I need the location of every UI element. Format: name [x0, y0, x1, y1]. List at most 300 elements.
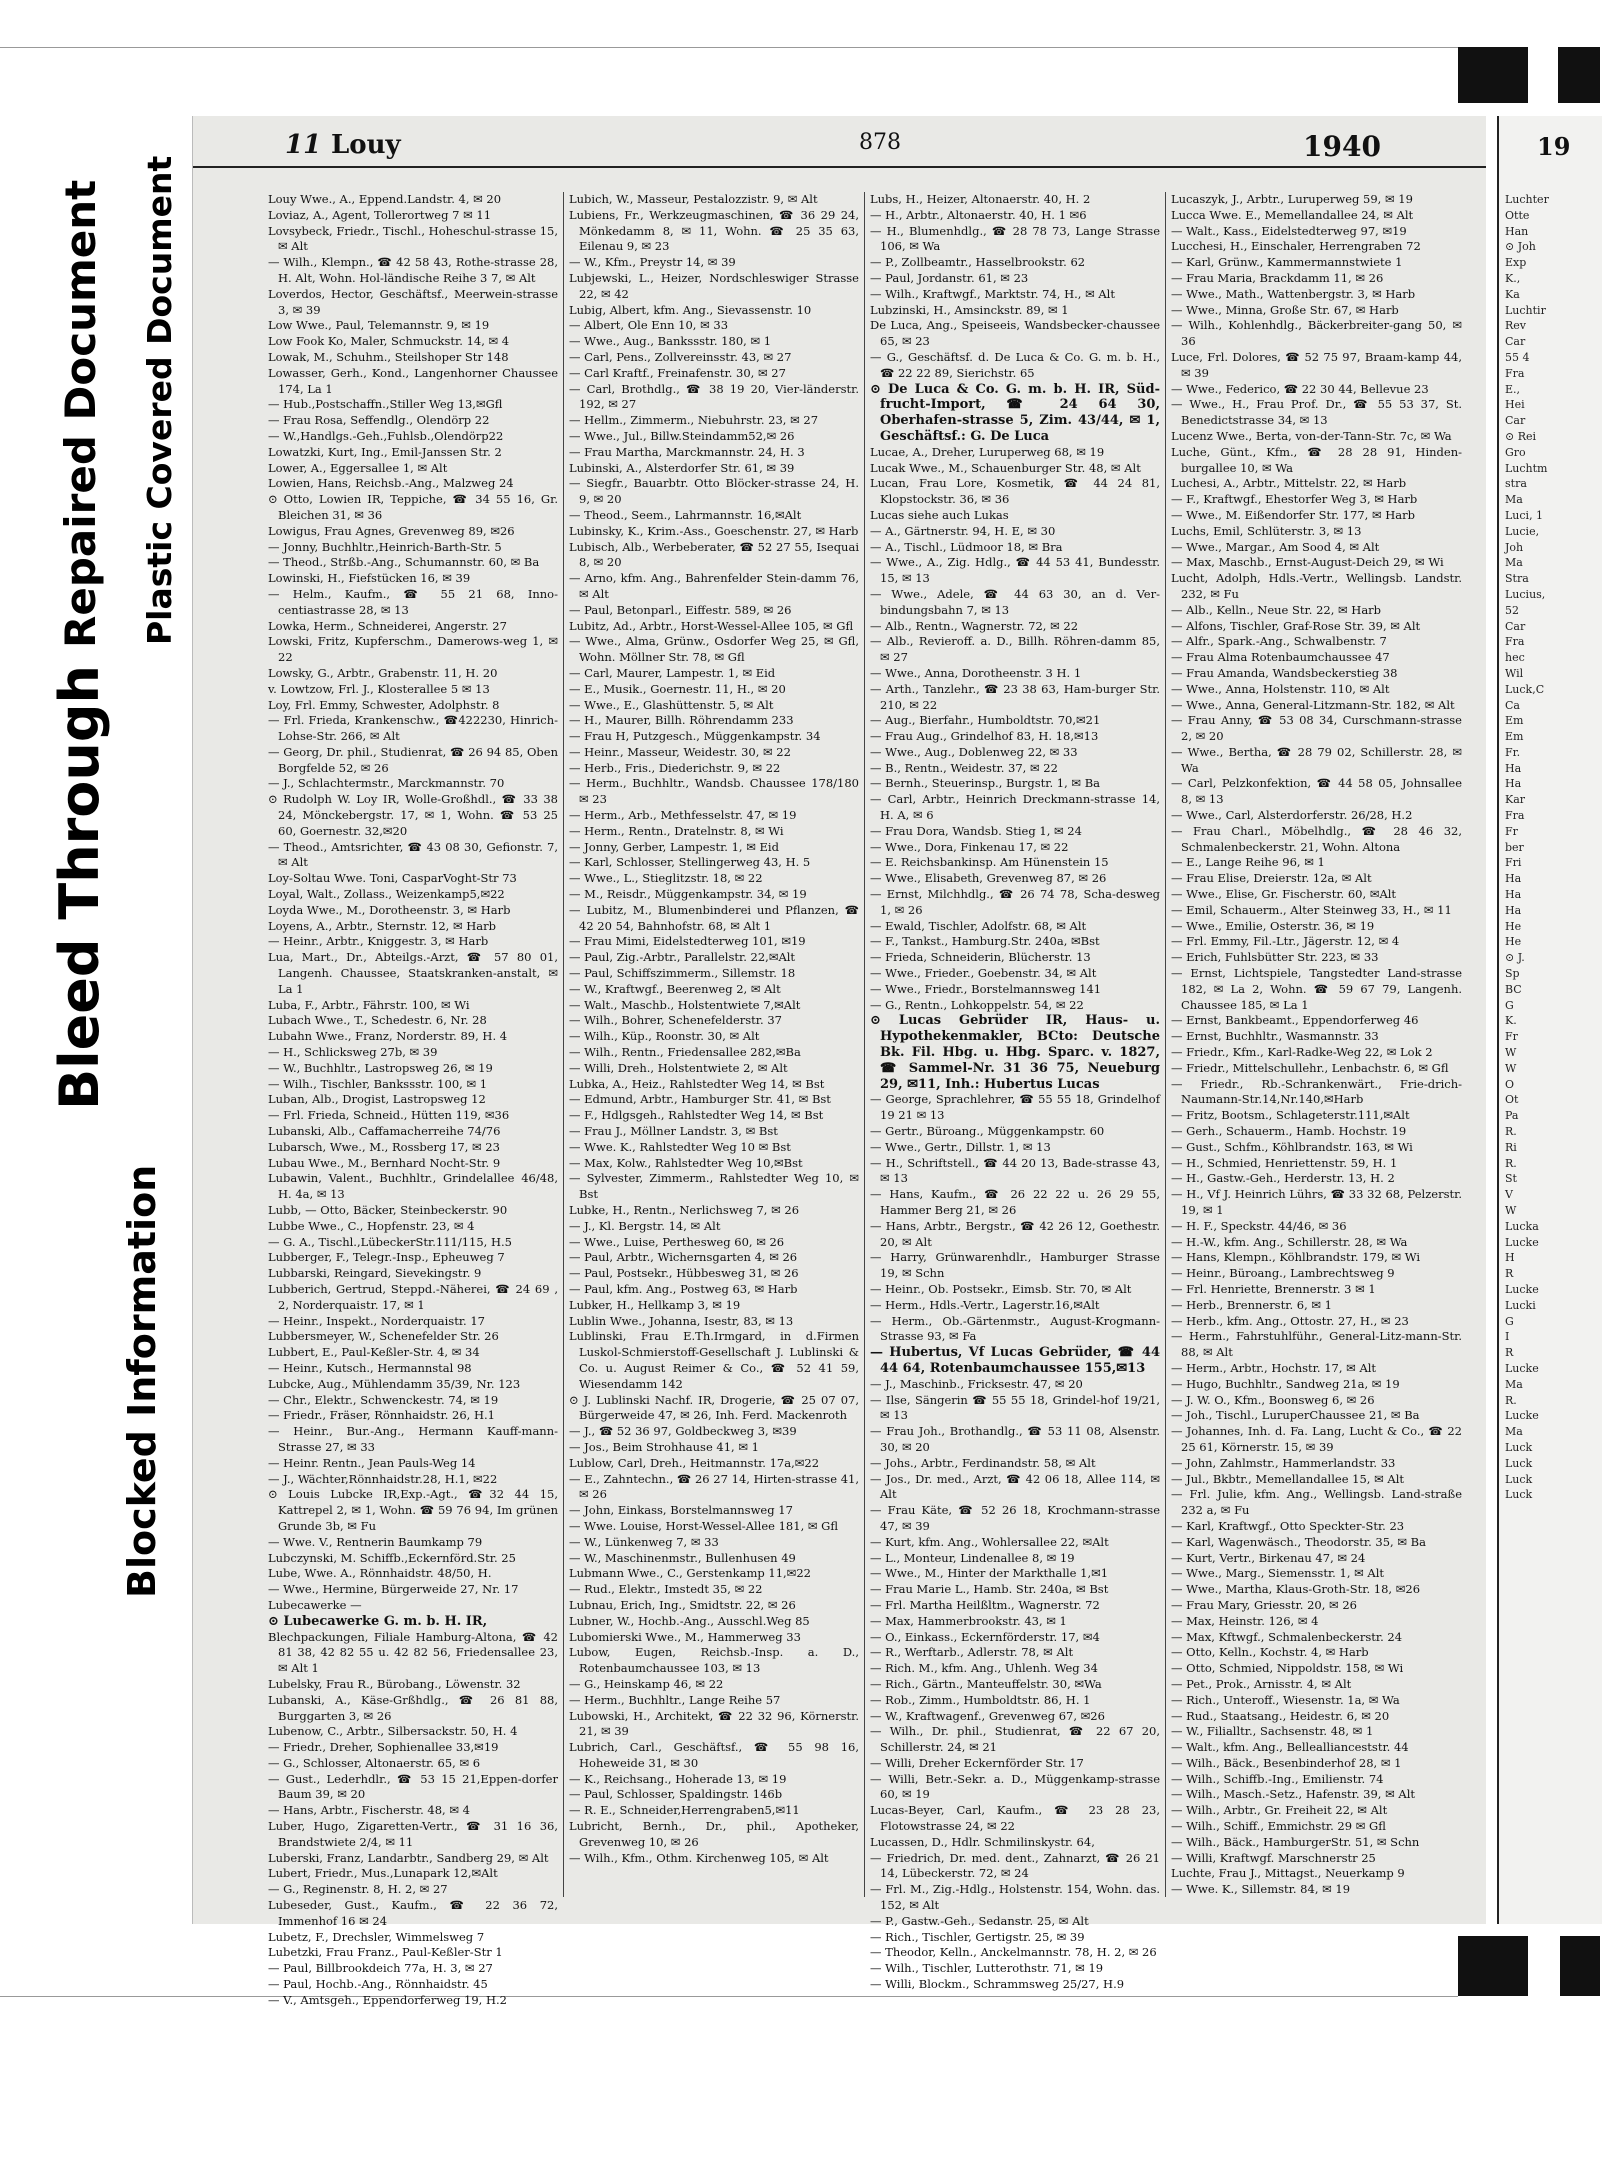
directory-entry: — Alfr., Spark.-Ang., Schwalbenstr. 7	[1171, 634, 1387, 649]
directory-entry: Lowatzki, Kurt, Ing., Emil-Janssen Str. 2	[268, 444, 502, 459]
directory-entry: Lubker, H., Hellkamp 3, ✉ 19	[569, 1297, 741, 1312]
directory-entry: — Ernst, Bankbeamt., Eppendorferweg 46	[1171, 1013, 1419, 1028]
directory-entry: — Max, Maschb., Ernst-August-Deich 29, ✉ Wi	[1171, 555, 1444, 570]
directory-entry: Lubelsky, Frau R., Bürobang., Löwenstr. 32	[268, 1676, 521, 1691]
directory-entry: — Friedr., Kfm., Karl-Radke-Weg 22, ✉ Lok 2	[1171, 1045, 1433, 1060]
directory-entry: — Frau Käte, ☎ 52 26 18, Krochmann-strasse 47, ✉ 39	[870, 1503, 1160, 1533]
directory-entry: — Hugo, Buchhltr., Sandweg 21a, ✉ 19	[1171, 1376, 1400, 1391]
directory-entry: — Wwe., Gertr., Dillstr. 1, ✉ 13	[870, 1139, 1051, 1154]
directory-entry: Low Wwe., Paul, Telemannstr. 9, ✉ 19	[268, 318, 490, 333]
next-page-line: Lucke	[1505, 1282, 1539, 1296]
directory-entry: ⊙ Lubecawerke G. m. b. H. IR,	[268, 1613, 488, 1629]
directory-entry: — Heinr., Masseur, Weidestr. 30, ✉ 22	[569, 744, 791, 759]
directory-entry: — Karl, Kraftwgf., Otto Speckter-Str. 23	[1171, 1518, 1405, 1533]
directory-entry: — Bernh., Steuerinsp., Burgstr. 1, ✉ Ba	[870, 776, 1101, 791]
directory-entry: — George, Sprachlehrer, ☎ 55 55 18, Grindelhof 19 21 ✉ 13	[870, 1092, 1160, 1123]
directory-entry: — Wwe., E., Glashüttenstr. 5, ✉ Alt	[569, 697, 774, 712]
directory-entry: — G., Geschäftsf. d. De Luca & Co. G. m. b. H., ☎ 22 22 89, Sierichstr. 65	[870, 349, 1160, 380]
directory-entry: — Theod., Amtsrichter, ☎ 43 08 30, Gefionstr. 7, ✉ Alt	[268, 839, 558, 870]
directory-entry: Loy-Soltau Wwe. Toni, CasparVoght-Str 73	[268, 871, 517, 886]
directory-entry: — Johannes, Inh. d. Fa. Lang, Lucht & Co., ☎ 22 25 61, Körnerstr. 15, ✉ 39	[1171, 1424, 1462, 1454]
directory-entry: Lubow, Eugen, Reichsb.-Insp. a. D., Rotenbaumchaussee 103, ✉ 13	[569, 1645, 859, 1676]
page-number: 878	[859, 130, 901, 155]
header-letter: 11	[285, 130, 322, 160]
next-page-line: R	[1505, 1267, 1514, 1281]
directory-entry: — Carl, Brothdlg., ☎ 38 19 20, Vier-länderstr. 192, ✉ 27	[569, 381, 859, 412]
directory-entry: De Luca, Ang., Speiseeis, Wandsbecker-chaussee 65, ✉ 23	[870, 318, 1160, 349]
directory-entry: — Friedr., Rb.-Schrankenwärt., Frie-drich-Naumann-Str.14,Nr.140,✉Harb	[1171, 1076, 1462, 1107]
next-page-line: K.	[1505, 1014, 1517, 1028]
directory-entry: — Theod., Seem., Lahrmannstr. 16,✉Alt	[569, 507, 802, 522]
directory-entry: — Frau Joh., Brothandlg., ☎ 53 11 08, Alsenstr. 30, ✉ 20	[870, 1424, 1160, 1454]
directory-entry: Low Fook Ko, Maler, Schmuckstr. 14, ✉ 4	[268, 334, 510, 349]
directory-entry: — Kurt, Vertr., Birkenau 47, ✉ 24	[1171, 1550, 1366, 1565]
directory-entry: — Paul, Billbrookdeich 77a, H. 3, ✉ 27	[268, 1961, 493, 1976]
directory-entry: Lucas siehe auch Lukas	[870, 507, 1009, 522]
directory-entry: ⊙ J. Lublinski Nachf. IR, Drogerie, ☎ 25 07 07, Bürgerweide 47, ✉ 26, Inh. Ferd. Mackenroth	[569, 1392, 859, 1423]
directory-entry: — Wwe., A., Zig. Hdlg., ☎ 44 53 41, Bundesstr. 15, ✉ 13	[870, 555, 1160, 586]
directory-entry: — Heinr., Bur.-Ang., Hermann Kauff-mann-Strasse 27, ✉ 33	[268, 1424, 558, 1454]
directory-entry: Lubert, Friedr., Mus.,Lunapark 12,✉Alt	[268, 1866, 498, 1881]
next-page-line: Ha	[1505, 888, 1522, 902]
directory-entry: — Karl, Schlosser, Stellingerweg 43, H. 5	[569, 855, 811, 870]
stamp-plastic-covered-document: Plastic Covered Document	[140, 155, 179, 645]
directory-entry: — Wwe., Minna, Große Str. 67, ✉ Harb	[1171, 302, 1399, 317]
directory-entry: — Pet., Prok., Arnisstr. 4, ✉ Alt	[1171, 1676, 1352, 1691]
directory-entry: — Friedr., Fräser, Rönnhaidstr. 26, H.1	[268, 1408, 495, 1423]
directory-entry: — Max, Heinstr. 126, ✉ 4	[1171, 1613, 1319, 1628]
next-page-line: O	[1505, 1077, 1515, 1091]
next-page-line: BC	[1505, 982, 1522, 996]
next-page-line: hec	[1505, 651, 1525, 665]
scan-black-bar	[1458, 47, 1528, 103]
directory-entry: — H., Vf J. Heinrich Lührs, ☎ 33 32 68, Pelzerstr. 19, ✉ 1	[1171, 1187, 1462, 1217]
directory-entry: — Frau Maria, Brackdamm 11, ✉ 26	[1171, 270, 1384, 285]
directory-entry: Lubka, A., Heiz., Rahlstedter Weg 14, ✉ Bst	[569, 1076, 825, 1091]
directory-entry: Lucchesi, H., Einschaler, Herrengraben 72	[1171, 239, 1421, 254]
stamp-repaired-document: Repaired Document	[56, 179, 105, 648]
directory-entry: — E. Reichsbankinsp. Am Hünenstein 15	[870, 855, 1109, 870]
next-page-line: R.	[1505, 1393, 1517, 1407]
directory-entry: Lowka, Herm., Schneiderei, Angerstr. 27	[268, 618, 507, 633]
directory-entry: — Helm., Kaufm., ☎ 55 21 68, Inno-centiastrasse 28, ✉ 13	[268, 586, 558, 617]
directory-entry: — Wwe., Federico, ☎ 22 30 44, Bellevue 23	[1171, 381, 1429, 396]
directory-entry: — W., Maschinenmstr., Bullenhusen 49	[569, 1550, 796, 1565]
directory-entry: — Hans, Arbtr., Bergstr., ☎ 42 26 12, Goethestr. 20, ✉ Alt	[870, 1218, 1160, 1249]
directory-entry: Lovsybeck, Friedr., Tischl., Hoheschul-strasse 15, ✉ Alt	[268, 223, 558, 254]
directory-entry: — Herm., Buchhltr., Wandsb. Chaussee 178/180 ✉ 23	[569, 776, 859, 807]
directory-entry: Lubbarski, Reingard, Sievekingstr. 9	[268, 1266, 482, 1281]
next-page-line: Fra	[1505, 809, 1525, 823]
directory-entry: — Herm., Ob.-Gärtenmstr., August-Krogmann-Strasse 93, ✉ Fa	[870, 1313, 1160, 1344]
directory-entry: — J., Kl. Bergstr. 14, ✉ Alt	[569, 1218, 721, 1233]
directory-column-3	[865, 192, 1166, 1992]
directory-entry: — Hubertus, Vf Lucas Gebrüder, ☎ 44 44 64, Rotenbaumchaussee 155,✉13	[870, 1345, 1160, 1376]
directory-entry: — Alfons, Tischler, Graf-Rose Str. 39, ✉ Alt	[1171, 618, 1421, 633]
next-page-line: He	[1505, 935, 1522, 949]
directory-entry: Lucenz Wwe., Berta, von-der-Tann-Str. 7c, ✉ Wa	[1171, 428, 1452, 443]
directory-entry: — Frau Elise, Dreierstr. 12a, ✉ Alt	[1171, 871, 1372, 886]
next-page-line: Ri	[1505, 1140, 1517, 1154]
next-page-line: Fri	[1505, 856, 1522, 870]
scan-top-edge	[0, 47, 1458, 48]
directory-entry: — Wwe., Elisabeth, Grevenweg 87, ✉ 26	[870, 871, 1107, 886]
directory-entry: Lubnau, Erich, Ing., Smidtstr. 22, ✉ 26	[569, 1597, 796, 1612]
directory-entry: — J., Wächter,Rönnhaidstr.28, H.1, ✉22	[268, 1471, 498, 1486]
directory-entry: Lucak Wwe., M., Schauenburger Str. 48, ✉ Alt	[870, 460, 1141, 475]
directory-entry: — O., Einkass., Eckernförderstr. 17, ✉4	[870, 1629, 1100, 1644]
directory-entry: Loviaz, A., Agent, Tollerortweg 7 ✉ 11	[268, 207, 492, 222]
directory-entry: — Walt., Maschb., Holstentwiete 7,✉Alt	[569, 997, 801, 1012]
directory-entry: Lubanski, Alb., Caffamacherreihe 74/76	[268, 1124, 501, 1139]
scan-black-bar	[1560, 1936, 1600, 1996]
next-page-line: Car	[1505, 619, 1526, 633]
next-page-line: Luck	[1505, 1456, 1533, 1470]
directory-entry: — Willi, Dreh., Holstentwiete 2, ✉ Alt	[569, 1060, 788, 1075]
directory-entry: — Wwe., M., Hinter der Markthalle 1,✉1	[870, 1566, 1109, 1581]
directory-entry: — Herm., Hdls.-Vertr., Lagerstr.16,✉Alt	[870, 1297, 1100, 1312]
directory-entry: — Karl, Wagenwäsch., Theodorstr. 35, ✉ Ba	[1171, 1534, 1426, 1549]
directory-entry: Luchesi, A., Arbtr., Mittelstr. 22, ✉ Harb	[1171, 476, 1407, 491]
directory-entry: — Gertr., Büroang., Müggenkampstr. 60	[870, 1124, 1105, 1139]
directory-entry: — Rob., Zimm., Humboldtstr. 86, H. 1	[870, 1692, 1091, 1707]
directory-entry: — Gerh., Schauerm., Hamb. Hochstr. 19	[1171, 1124, 1407, 1139]
directory-entry: Blechpackungen, Filiale Hamburg-Altona, ☎ 42 81 38, 42 82 55 u. 42 82 56, Friedensallee 23, ✉ Alt 1	[268, 1629, 558, 1676]
directory-entry: — Wilh., Schiff., Emmichstr. 29 ✉ Gfl	[1171, 1819, 1386, 1834]
directory-entry: — Harry, Grünwarenhdlr., Hamburger Strasse 19, ✉ Schn	[870, 1250, 1160, 1281]
next-page-line: H	[1505, 1251, 1515, 1265]
directory-entry: Loyal, Walt., Zollass., Weizenkamp5,✉22	[268, 887, 505, 902]
directory-entry: — Rud., Staatsang., Heidestr. 6, ✉ 20	[1171, 1708, 1390, 1723]
directory-entry: — Wwe., Anna, Dorotheenstr. 3 H. 1	[870, 665, 1082, 680]
directory-entry: — Willi, Blockm., Schrammsweg 25/27, H.9	[870, 1977, 1125, 1992]
directory-entry: — Karl, Grünw., Kammermannstwiete 1	[1171, 255, 1403, 270]
stamp-bleed-through: Bleed Through	[48, 665, 111, 1110]
directory-entry: — J., Schlachtermstr., Marckmannstr. 70	[268, 776, 505, 791]
directory-entry: — Wwe., Anna, Holstenstr. 110, ✉ Alt	[1171, 681, 1390, 696]
next-page-line: V	[1505, 1188, 1513, 1202]
next-page-line: R.	[1505, 1125, 1517, 1139]
directory-entry: — Siegfr., Bauarbtr. Otto Blöcker-strasse 24, H. 9, ✉ 20	[569, 476, 859, 507]
directory-entry: — J., ☎ 52 36 97, Goldbeckweg 3, ✉39	[569, 1424, 797, 1439]
directory-entry: — Georg, Dr. phil., Studienrat, ☎ 26 94 85, Oben Borgfelde 52, ✉ 26	[268, 744, 558, 775]
directory-entry: Lowigus, Frau Agnes, Grevenweg 89, ✉26	[268, 523, 515, 538]
next-page-line: Lucke	[1505, 1235, 1539, 1249]
next-page-line: Ma	[1505, 1425, 1523, 1439]
directory-entry: — H., Schriftstell., ☎ 44 20 13, Bade-strasse 43, ✉ 13	[870, 1155, 1160, 1186]
next-page-line: Fr	[1505, 1030, 1518, 1044]
directory-entry: — Frl. Julie, kfm. Ang., Wellingsb. Land-straße 232 a, ✉ Fu	[1171, 1487, 1462, 1518]
directory-columns	[263, 192, 1470, 2007]
directory-entry: Loyens, A., Arbtr., Sternstr. 12, ✉ Harb	[268, 918, 496, 933]
next-page-line: Fr	[1505, 824, 1518, 838]
next-page-line: Kar	[1505, 793, 1526, 807]
directory-column-1	[263, 192, 564, 2007]
directory-entry: — Ernst, Buchhltr., Wasmannstr. 33	[1171, 1029, 1379, 1044]
directory-entry: Lubiens, Fr., Werkzeugmaschinen, ☎ 36 29 24, Mönkedamm 8, ✉ 11, Wohn. ☎ 25 35 63, Eilenau 9, ✉ 23	[569, 207, 859, 254]
next-page-line: Luci, 1	[1505, 508, 1544, 522]
directory-entry: — Wilh., Klempn., ☎ 42 58 43, Rothe-strasse 28, H. Alt, Wohn. Hol-ländische Reihe 3 7, ✉ Alt	[268, 255, 558, 285]
next-page-line: G	[1505, 998, 1514, 1012]
directory-entry: — W., Filialltr., Sachsenstr. 48, ✉ 1	[1171, 1724, 1374, 1739]
directory-entry: — Erich, Fuhlsbütter Str. 223, ✉ 33	[1171, 950, 1379, 965]
directory-entry: — Arno, kfm. Ang., Bahrenfelder Stein-damm 76, ✉ Alt	[569, 571, 859, 601]
directory-entry: Luberski, Franz, Landarbtr., Sandberg 29, ✉ Alt	[268, 1850, 549, 1865]
directory-entry: Loy, Frl. Emmy, Schwester, Adolphstr. 8	[268, 697, 500, 712]
directory-column-2	[564, 192, 865, 1897]
directory-entry: — Wilh., Rentn., Friedensallee 282,✉Ba	[569, 1045, 801, 1060]
next-page-line: Ma	[1505, 556, 1523, 570]
directory-entry: Lubs, H., Heizer, Altonaerstr. 40, H. 2	[870, 192, 1091, 206]
directory-entry: — Jonny, Buchhltr.,Heinrich-Barth-Str. 5	[268, 539, 502, 554]
directory-entry: — Carl Kraftf., Freinafenstr. 30, ✉ 27	[569, 365, 786, 380]
directory-entry: — Otto, Kelln., Kochstr. 4, ✉ Harb	[1171, 1645, 1369, 1660]
next-page-line: Em	[1505, 730, 1524, 744]
scan-bottom-edge	[0, 1996, 1458, 1997]
directory-entry: — Wwe. Louise, Horst-Wessel-Allee 181, ✉ Gfl	[569, 1518, 839, 1533]
directory-entry: — Rich. M., kfm. Ang., Uhlenh. Weg 34	[870, 1661, 1098, 1676]
directory-entry: — G., Rentn., Lohkoppelstr. 54, ✉ 22	[870, 997, 1084, 1012]
directory-entry: — B., Rentn., Weidestr. 37, ✉ 22	[870, 760, 1058, 775]
directory-entry: — Albert, Ole Enn 10, ✉ 33	[569, 318, 729, 333]
next-page-line: Gro	[1505, 445, 1526, 459]
directory-entry: — Frau Dora, Wandsb. Stieg 1, ✉ 24	[870, 823, 1082, 838]
directory-entry: — Frau Mary, Griesstr. 20, ✉ 26	[1171, 1597, 1357, 1612]
directory-entry: — John, Einkass, Borstelmannsweg 17	[569, 1503, 793, 1518]
next-page-line: Car	[1505, 335, 1526, 349]
next-page-line: Lucius,	[1505, 587, 1546, 601]
directory-entry: Lubberger, F., Telegr.-Insp., Epheuweg 7	[268, 1250, 505, 1265]
next-page-line: Em	[1505, 714, 1524, 728]
directory-entry: — H., Gastw.-Geh., Herderstr. 13, H. 2	[1171, 1171, 1395, 1186]
next-page-line: stra	[1505, 477, 1527, 491]
directory-entry: — G. A., Tischl.,LübeckerStr.111/115, H.5	[268, 1234, 512, 1249]
next-page-line: Lucki	[1505, 1298, 1536, 1312]
directory-entry: — Hans, Kaufm., ☎ 26 22 22 u. 26 29 55, Hammer Berg 21, ✉ 26	[870, 1187, 1160, 1217]
next-page-line: Lucke	[1505, 1361, 1539, 1375]
directory-entry: — W., Kfm., Preystr 14, ✉ 39	[569, 255, 736, 270]
directory-entry: — Heinr., Inspekt., Norderquaistr. 17	[268, 1313, 486, 1328]
directory-entry: — Max, Kftwgf., Schmalenbeckerstr. 24	[1171, 1629, 1403, 1644]
next-page-number: 19	[1537, 132, 1571, 161]
directory-entry: — M., Reisdr., Müggenkampstr. 34, ✉ 19	[569, 887, 807, 902]
directory-entry: Lublin Wwe., Johanna, Isestr, 83, ✉ 13	[569, 1313, 794, 1328]
directory-entry: — Hans, Arbtr., Fischerstr. 48, ✉ 4	[268, 1803, 470, 1818]
directory-entry: — Wilh., Tischler, Bankssstr. 100, ✉ 1	[268, 1076, 488, 1091]
next-page-line: Han	[1505, 224, 1529, 238]
directory-entry: Lubbersmeyer, W., Schenefelder Str. 26	[268, 1329, 499, 1344]
directory-entry: — Friedr., Dreher, Sophienallee 33,✉19	[268, 1740, 499, 1755]
directory-entry: — Heinr. Rentn., Jean Pauls-Weg 14	[268, 1455, 476, 1470]
directory-entry: — Carl, Pelzkonfektion, ☎ 44 58 05, Johnsallee 8, ✉ 13	[1171, 776, 1462, 807]
directory-entry: — Walt., kfm. Ang., Belleallianceststr. 44	[1171, 1740, 1409, 1755]
directory-entry: — E., Zahntechn., ☎ 26 27 14, Hirten-strasse 41, ✉ 26	[569, 1471, 859, 1502]
directory-entry: — K., Reichsang., Hoherade 13, ✉ 19	[569, 1771, 787, 1786]
next-page-line: I	[1505, 1330, 1510, 1344]
directory-entry: — Wwe., M. Eißendorfer Str. 177, ✉ Harb	[1171, 507, 1415, 522]
next-page-line: W	[1505, 1046, 1517, 1060]
directory-entry: Lubricht, Bernh., Dr., phil., Apotheker, Grevenweg 10, ✉ 26	[569, 1819, 859, 1849]
directory-entry: — Frl. Frieda, Krankenschw., ☎422230, Hinrich-Lohse-Str. 266, ✉ Alt	[268, 713, 558, 744]
directory-column-4	[1166, 192, 1467, 1897]
directory-entry: Lucas-Beyer, Carl, Kaufm., ☎ 23 28 23, Flotowstrasse 24, ✉ 22	[870, 1803, 1160, 1834]
directory-entry: — Wilh., Bäck., Besenbinderhof 28, ✉ 1	[1171, 1755, 1402, 1770]
directory-entry: — E., Lange Reihe 96, ✉ 1	[1171, 855, 1325, 870]
directory-entry: Loyda Wwe., M., Dorotheenstr. 3, ✉ Harb	[268, 902, 511, 917]
directory-entry: — P., Gastw.-Geh., Sedanstr. 25, ✉ Alt	[870, 1913, 1089, 1928]
stamp-blocked-information: Blocked Information	[120, 1164, 164, 1598]
directory-entry: Luchte, Frau J., Mittagst., Neuerkamp 9	[1171, 1866, 1405, 1881]
directory-entry: — H., Maurer, Billh. Röhrendamm 233	[569, 713, 794, 728]
next-page-line: Luchtir	[1505, 303, 1546, 317]
next-page-line: Rev	[1505, 319, 1527, 333]
next-page-line: Luck	[1505, 1440, 1533, 1454]
directory-entry: — Kurt, kfm. Ang., Wohlersallee 22, ✉Alt	[870, 1534, 1109, 1549]
directory-entry: — Frau Anny, ☎ 53 08 34, Curschmann-strasse 2, ✉ 20	[1171, 713, 1462, 744]
directory-entry: — Wwe., Marg., Siemensstr. 1, ✉ Alt	[1171, 1566, 1385, 1581]
next-page-line: Luck	[1505, 1488, 1533, 1502]
directory-entry: — Rich., Gärtn., Manteuffelstr. 30, ✉Wa	[870, 1676, 1102, 1691]
directory-entry: — R., Werftarb., Adlerstr. 78, ✉ Alt	[870, 1645, 1074, 1660]
directory-entry: Lubb, — Otto, Bäcker, Steinbeckerstr. 90	[268, 1203, 508, 1217]
directory-entry: — Herm., Rentn., Dratelnstr. 8, ✉ Wi	[569, 823, 784, 838]
directory-entry: — G., Reginenstr. 8, H. 2, ✉ 27	[268, 1882, 448, 1897]
directory-entry: — Heinr., Ob. Postsekr., Eimsb. Str. 70, ✉ Alt	[870, 1281, 1132, 1296]
directory-entry: — Wilh., Kohlenhdlg., Bäckerbreiter-gang 50, ✉ 36	[1171, 318, 1462, 349]
directory-entry: — Ilse, Sängerin ☎ 55 55 18, Grindel-hof 19/21, ✉ 13	[870, 1392, 1160, 1423]
directory-entry: — Theod., Strßb.-Ang., Schumannstr. 60, ✉ Ba	[268, 555, 540, 570]
next-page-line: Car	[1505, 414, 1526, 428]
directory-entry: — Alb., Kelln., Neue Str. 22, ✉ Harb	[1171, 602, 1382, 617]
directory-entry: Lubberich, Gertrud, Steppd.-Näherei, ☎ 24 69 , 2, Norderquaistr. 17, ✉ 1	[268, 1281, 558, 1312]
directory-entry: — G., Heinskamp 46, ✉ 22	[569, 1676, 724, 1691]
directory-entry: Lubbert, E., Paul-Keßler-Str. 4, ✉ 34	[268, 1345, 480, 1360]
directory-entry: — Heinr., Arbtr., Kniggestr. 3, ✉ Harb	[268, 934, 489, 949]
directory-entry: — Gust., Lederhdlr., ☎ 53 15 21,Eppen-dorfer Baum 39, ✉ 20	[268, 1771, 558, 1802]
directory-entry: — Heinr., Kutsch., Hermannstal 98	[268, 1360, 472, 1375]
directory-entry: — Frau Mimi, Eidelstedterweg 101, ✉19	[569, 934, 806, 949]
directory-entry: Lubmann Wwe., C., Gerstenkamp 11,✉22	[569, 1566, 811, 1581]
directory-entry: — Chr., Elektr., Schwenckestr. 74, ✉ 19	[268, 1392, 499, 1407]
directory-entry: — Ewald, Tischler, Adolfstr. 68, ✉ Alt	[870, 918, 1087, 933]
directory-entry: — Frau J., Möllner Landstr. 3, ✉ Bst	[569, 1124, 778, 1139]
directory-entry: Luchs, Emil, Schlüterstr. 3, ✉ 13	[1171, 523, 1362, 538]
next-page-line: R.	[1505, 1156, 1517, 1170]
directory-entry: — Aug., Bierfahr., Humboldtstr. 70,✉21	[870, 713, 1101, 728]
directory-entry: Lucaszyk, J., Arbtr., Luruperweg 59, ✉ 19	[1171, 192, 1413, 206]
directory-entry: — Wwe., Aug., Bankssstr. 180, ✉ 1	[569, 334, 772, 349]
directory-entry: — P., Zollbeamtr., Hasselbrookstr. 62	[870, 255, 1086, 270]
directory-entry: — F., Kraftwgf., Ehestorfer Weg 3, ✉ Harb	[1171, 492, 1418, 507]
directory-entry: — Wwe., Hermine, Bürgerweide 27, Nr. 17	[268, 1582, 519, 1597]
directory-entry: Louy Wwe., A., Eppend.Landstr. 4, ✉ 20	[268, 192, 502, 206]
directory-entry: — Wwe., Bertha, ☎ 28 79 02, Schillerstr. 28, ✉ Wa	[1171, 744, 1462, 775]
next-page-line: Pa	[1505, 1109, 1519, 1123]
next-page-line: R	[1505, 1346, 1514, 1360]
directory-entry: Lucan, Frau Lore, Kosmetik, ☎ 44 24 81, Klopstockstr. 36, ✉ 36	[870, 476, 1160, 507]
directory-entry: Lubrich, Carl., Geschäftsf., ☎ 55 98 16, Hoheweide 31, ✉ 30	[569, 1740, 859, 1770]
directory-entry: Lowsky, G., Arbtr., Grabenstr. 11, H. 20	[268, 665, 498, 680]
directory-entry: — Wilh., Schiffb.-Ing., Emilienstr. 74	[1171, 1771, 1384, 1786]
directory-entry: Lubowski, H., Architekt, ☎ 22 32 96, Körnerstr. 21, ✉ 39	[569, 1708, 859, 1739]
header-keyword: Louy	[331, 130, 401, 160]
directory-entry: Lubanski, A., Käse-Grßhdlg., ☎ 26 81 88, Burggarten 3, ✉ 26	[268, 1692, 558, 1723]
directory-entry: Luche, Günt., Kfm., ☎ 28 28 91, Hinden-burgallee 10, ✉ Wa	[1171, 444, 1462, 475]
next-page-line: Lucke	[1505, 1409, 1539, 1423]
directory-entry: Lowski, Fritz, Kupferschm., Damerows-weg 1, ✉ 22	[268, 634, 558, 665]
directory-entry: — J., Maschinb., Fricksestr. 47, ✉ 20	[870, 1376, 1083, 1391]
directory-entry: — Paul, Postsekr., Hübbesweg 31, ✉ 26	[569, 1266, 799, 1281]
directory-entry: — Frl. Frieda, Schneid., Hütten 119, ✉36	[268, 1108, 510, 1123]
next-page-line: W	[1505, 1204, 1517, 1217]
directory-entry: Lucht, Adolph, Hdls.-Vertr., Wellingsb. Landstr. 232, ✉ Fu	[1171, 571, 1462, 601]
directory-entry: — R. E., Schneider,Herrengraben5,✉11	[569, 1803, 800, 1818]
next-page-line: Joh	[1505, 540, 1524, 554]
directory-entry: — Wilh., Kfm., Othm. Kirchenweg 105, ✉ Alt	[569, 1850, 829, 1865]
directory-entry: — H., Schlicksweg 27b, ✉ 39	[268, 1045, 438, 1060]
directory-entry: Luban, Alb., Drogist, Lastropsweg 12	[268, 1092, 486, 1107]
directory-entry: — Rud., Elektr., Imstedt 35, ✉ 22	[569, 1582, 763, 1597]
directory-entry: Lowasser, Gerh., Kond., Langenhorner Chaussee 174, La 1	[268, 365, 558, 396]
directory-entry: — Herm., Buchhltr., Lange Reihe 57	[569, 1692, 781, 1707]
next-page-line: Sp	[1505, 967, 1520, 981]
directory-entry: — Frl. Henriette, Brennerstr. 3 ✉ 1	[1171, 1281, 1376, 1296]
directory-entry: — Arth., Tanzlehr., ☎ 23 38 63, Ham-burger Str. 210, ✉ 22	[870, 681, 1160, 712]
directory-entry: Lubitz, Ad., Arbtr., Horst-Wessel-Allee 105, ✉ Gfl	[569, 618, 854, 633]
next-page-line: Wil	[1505, 666, 1524, 680]
directory-entry: — John, Zahlmstr., Hammerlandstr. 33	[1171, 1455, 1396, 1470]
next-page-line: He	[1505, 919, 1522, 933]
directory-entry: — Ernst, Lichtspiele, Tangstedter Land-strasse 182, ✉ La 2, Wohn. ☎ 59 67 79, Langenh. Chaussee 185, ✉ La 1	[1171, 966, 1462, 1012]
directory-entry: Lubner, W., Hochb.-Ang., Ausschl.Weg 85	[569, 1613, 810, 1628]
directory-entry: Luce, Frl. Dolores, ☎ 52 75 97, Braam-kamp 44, ✉ 39	[1171, 349, 1462, 380]
directory-entry: — Alb., Rentn., Wagnerstr. 72, ✉ 22	[870, 618, 1079, 633]
directory-entry: — H., Arbtr., Altonaerstr. 40, H. 1 ✉6	[870, 207, 1087, 222]
directory-entry: — Frau Marie L., Hamb. Str. 240a, ✉ Bst	[870, 1582, 1109, 1597]
directory-entry: — Frau Alma Rotenbaumchaussee 47	[1171, 650, 1390, 665]
next-page-line: Ma	[1505, 1377, 1523, 1391]
directory-entry: Lubetz, F., Drechsler, Wimmelsweg 7	[268, 1929, 485, 1944]
directory-entry: — Wwe., Math., Wattenbergstr. 3, ✉ Harb	[1171, 286, 1416, 301]
directory-entry: Lowinski, H., Fiefstücken 16, ✉ 39	[268, 571, 471, 586]
directory-entry: — Paul, kfm. Ang., Postweg 63, ✉ Harb	[569, 1281, 798, 1296]
directory-entry: — Sylvester, Zimmerm., Rahlstedter Weg 10, ✉ Bst	[569, 1171, 859, 1202]
directory-entry: Lubecawerke —	[268, 1597, 362, 1612]
next-page-line: Fra	[1505, 366, 1525, 380]
directory-entry: — H.-W., kfm. Ang., Schillerstr. 28, ✉ Wa	[1171, 1234, 1408, 1249]
directory-entry: — Frieda, Schneiderin, Blücherstr. 13	[870, 950, 1091, 965]
directory-entry: — H. F., Speckstr. 44/46, ✉ 36	[1171, 1218, 1347, 1233]
next-page-line: ber	[1505, 840, 1524, 854]
next-page-line: Luchtm	[1505, 461, 1548, 475]
next-page-line: Lucka	[1505, 1219, 1539, 1233]
directory-entry: — Wilh., Küp., Roonstr. 30, ✉ Alt	[569, 1029, 760, 1044]
next-page-line: E.,	[1505, 382, 1521, 396]
directory-entry: Lower, A., Eggersallee 1, ✉ Alt	[268, 460, 448, 475]
directory-entry: — Wwe., Martha, Klaus-Groth-Str. 18, ✉26	[1171, 1582, 1421, 1597]
directory-entry: — A., Tischl., Lüdmoor 18, ✉ Bra	[870, 539, 1063, 554]
directory-entry: Lubczynski, M. Schiffb.,Eckernförd.Str. 25	[268, 1550, 516, 1565]
directory-entry: — Wwe. V., Rentnerin Baumkamp 79	[268, 1534, 483, 1549]
next-page-line: Otte	[1505, 208, 1530, 222]
directory-entry: Lubawin, Valent., Buchhltr., Grindelallee 46/48, H. 4a, ✉ 13	[268, 1171, 558, 1202]
directory-entry: — Frl. Emmy, Fil.-Ltr., Jägerstr. 12, ✉ 4	[1171, 934, 1400, 949]
directory-entry: ⊙ Rudolph W. Loy IR, Wolle-Großhdl., ☎ 33 38 24, Mönckebergstr. 17, ✉ 1, Wohn. ☎ 53 25 60, Goernestr. 32,✉20	[268, 792, 558, 838]
next-page-line: Fra	[1505, 635, 1525, 649]
next-page-line: W	[1505, 1061, 1517, 1075]
next-page-line: Ha	[1505, 761, 1522, 775]
directory-entry: — Herb., kfm. Ang., Ottostr. 27, H., ✉ 23	[1171, 1313, 1409, 1328]
